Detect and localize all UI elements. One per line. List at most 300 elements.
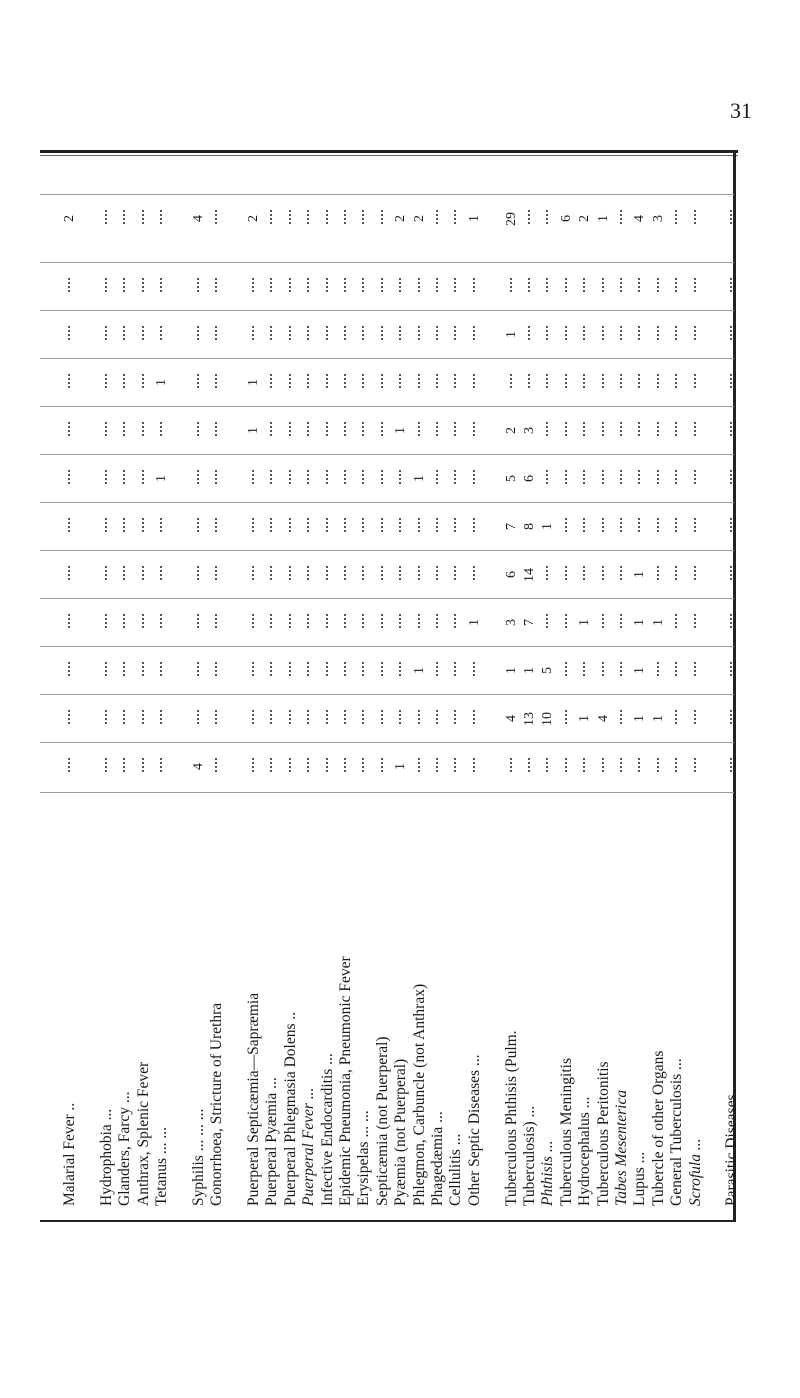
leader-dots bbox=[142, 518, 148, 532]
leader-dots bbox=[546, 758, 552, 772]
table-cell bbox=[485, 600, 501, 646]
leader-dots bbox=[583, 518, 589, 532]
leader-dots bbox=[436, 662, 442, 676]
leader-dots bbox=[289, 374, 295, 388]
table-cell bbox=[706, 504, 722, 550]
leader-dots bbox=[307, 758, 313, 772]
leader-dots bbox=[123, 662, 129, 676]
table-cell: 5 bbox=[503, 475, 519, 483]
leader-dots bbox=[583, 566, 589, 580]
table-row bbox=[651, 152, 667, 1220]
leader-dots bbox=[160, 614, 166, 628]
table-row bbox=[412, 152, 428, 1220]
table-cell: 1 bbox=[650, 715, 666, 723]
leader-dots bbox=[436, 210, 442, 224]
leader-dots bbox=[583, 326, 589, 340]
table-cell: 6 bbox=[558, 215, 574, 223]
leader-dots bbox=[620, 470, 626, 484]
leader-dots bbox=[362, 518, 368, 532]
leader-dots bbox=[215, 662, 221, 676]
leader-dots bbox=[252, 758, 258, 772]
table-cell: 1 bbox=[154, 475, 169, 483]
leader-dots bbox=[123, 470, 129, 484]
leader-dots bbox=[270, 662, 276, 676]
leader-dots bbox=[454, 518, 460, 532]
leader-dots bbox=[142, 758, 148, 772]
table-cell: 29 bbox=[503, 212, 519, 226]
leader-dots bbox=[362, 210, 368, 224]
leader-dots bbox=[68, 326, 74, 340]
table-cell: 1 bbox=[650, 619, 666, 627]
table-cell bbox=[228, 408, 244, 454]
leader-dots bbox=[105, 326, 111, 340]
table-cell: 1 bbox=[632, 667, 648, 675]
leader-dots bbox=[123, 326, 129, 340]
leader-dots bbox=[344, 470, 350, 484]
leader-dots bbox=[197, 422, 203, 436]
table-cell bbox=[172, 456, 188, 502]
column-divider bbox=[40, 792, 734, 793]
table-row bbox=[706, 152, 722, 1220]
leader-dots bbox=[215, 210, 221, 224]
table-row bbox=[448, 152, 464, 1220]
leader-dots bbox=[142, 374, 148, 388]
leader-dots bbox=[197, 566, 203, 580]
table-cell bbox=[172, 648, 188, 694]
leader-dots bbox=[105, 758, 111, 772]
table-cell bbox=[706, 312, 722, 358]
row-label: Hydrocephalus ... bbox=[576, 1096, 594, 1206]
leader-dots bbox=[694, 518, 700, 532]
table-row bbox=[375, 152, 391, 1220]
leader-dots bbox=[602, 326, 608, 340]
table-cell bbox=[80, 264, 96, 310]
leader-dots bbox=[473, 470, 479, 484]
leader-dots bbox=[142, 614, 148, 628]
table-row bbox=[467, 152, 483, 1220]
leader-dots bbox=[473, 422, 479, 436]
leader-dots bbox=[289, 518, 295, 532]
leader-dots bbox=[307, 518, 313, 532]
leader-dots bbox=[307, 710, 313, 724]
table-cell: 3 bbox=[650, 215, 666, 223]
leader-dots bbox=[160, 662, 166, 676]
leader-dots bbox=[730, 758, 736, 772]
row-label: Parasitic Diseases bbox=[723, 1094, 741, 1206]
table-cell bbox=[706, 648, 722, 694]
leader-dots bbox=[289, 614, 295, 628]
table-cell: 1 bbox=[632, 619, 648, 627]
leader-dots bbox=[381, 758, 387, 772]
leader-dots bbox=[694, 566, 700, 580]
leader-dots bbox=[638, 758, 644, 772]
leader-dots bbox=[381, 518, 387, 532]
leader-dots bbox=[675, 422, 681, 436]
column-divider bbox=[40, 310, 734, 311]
leader-dots bbox=[105, 662, 111, 676]
leader-dots bbox=[399, 326, 405, 340]
leader-dots bbox=[638, 326, 644, 340]
leader-dots bbox=[657, 518, 663, 532]
table-row bbox=[117, 152, 133, 1220]
leader-dots bbox=[436, 374, 442, 388]
column-divider bbox=[40, 694, 734, 695]
leader-dots bbox=[399, 518, 405, 532]
leader-dots bbox=[694, 470, 700, 484]
leader-dots bbox=[326, 470, 332, 484]
leader-dots bbox=[252, 662, 258, 676]
leader-dots bbox=[68, 470, 74, 484]
leader-dots bbox=[289, 710, 295, 724]
leader-dots bbox=[362, 566, 368, 580]
leader-dots bbox=[528, 278, 534, 292]
leader-dots bbox=[565, 374, 571, 388]
leader-dots bbox=[362, 470, 368, 484]
leader-dots bbox=[602, 518, 608, 532]
leader-dots bbox=[215, 422, 221, 436]
leader-dots bbox=[454, 210, 460, 224]
table-row bbox=[356, 152, 372, 1220]
leader-dots bbox=[657, 374, 663, 388]
leader-dots bbox=[730, 470, 736, 484]
leader-dots bbox=[620, 518, 626, 532]
leader-dots bbox=[583, 470, 589, 484]
table-cell bbox=[706, 264, 722, 310]
leader-dots bbox=[362, 662, 368, 676]
leader-dots bbox=[307, 278, 313, 292]
table-cell bbox=[485, 504, 501, 550]
table-cell bbox=[80, 456, 96, 502]
leader-dots bbox=[473, 710, 479, 724]
leader-dots bbox=[638, 374, 644, 388]
leader-dots bbox=[694, 278, 700, 292]
leader-dots bbox=[270, 470, 276, 484]
leader-dots bbox=[252, 566, 258, 580]
table-cell bbox=[485, 552, 501, 598]
leader-dots bbox=[344, 374, 350, 388]
table-cell: 1 bbox=[466, 619, 482, 627]
leader-dots bbox=[565, 614, 571, 628]
table-row bbox=[430, 152, 446, 1220]
leader-dots bbox=[252, 518, 258, 532]
leader-dots bbox=[197, 614, 203, 628]
table-row bbox=[559, 152, 575, 1220]
table-cell bbox=[228, 696, 244, 742]
leader-dots bbox=[252, 470, 258, 484]
page-number: 31 bbox=[730, 98, 752, 123]
table-cell: 10 bbox=[540, 712, 556, 726]
leader-dots bbox=[657, 470, 663, 484]
leader-dots bbox=[436, 278, 442, 292]
table-row bbox=[154, 152, 170, 1220]
leader-dots bbox=[326, 210, 332, 224]
table-cell bbox=[485, 696, 501, 742]
leader-dots bbox=[362, 758, 368, 772]
leader-dots bbox=[546, 374, 552, 388]
column-divider bbox=[40, 262, 734, 263]
table-row bbox=[485, 152, 501, 1220]
leader-dots bbox=[326, 278, 332, 292]
leader-dots bbox=[197, 710, 203, 724]
leader-dots bbox=[602, 422, 608, 436]
leader-dots bbox=[565, 662, 571, 676]
row-label: Puerperal Septicæmia—Sapræmia bbox=[245, 992, 262, 1206]
leader-dots bbox=[730, 518, 736, 532]
leader-dots bbox=[142, 710, 148, 724]
leader-dots bbox=[454, 710, 460, 724]
leader-dots bbox=[270, 422, 276, 436]
row-label: Tabes Mesenterica bbox=[613, 1089, 630, 1206]
leader-dots bbox=[454, 374, 460, 388]
leader-dots bbox=[326, 326, 332, 340]
table-cell: 1 bbox=[577, 715, 593, 723]
table-cell: 1 bbox=[522, 667, 537, 675]
leader-dots bbox=[638, 518, 644, 532]
table-cell bbox=[172, 600, 188, 646]
leader-dots bbox=[454, 470, 460, 484]
table-cell bbox=[172, 696, 188, 742]
row-label: Puerperal Fever ... bbox=[300, 1087, 318, 1206]
leader-dots bbox=[454, 326, 460, 340]
leader-dots bbox=[362, 710, 368, 724]
leader-dots bbox=[399, 470, 405, 484]
row-label: Anthrax, Splenic Fever bbox=[134, 1061, 152, 1206]
leader-dots bbox=[381, 662, 387, 676]
row-label: Scrofula ... bbox=[686, 1138, 704, 1206]
leader-dots bbox=[123, 566, 129, 580]
table-row bbox=[669, 152, 685, 1220]
table-cell: 5 bbox=[540, 667, 556, 675]
table-cell bbox=[80, 744, 96, 790]
table-row bbox=[283, 152, 299, 1220]
leader-dots bbox=[344, 422, 350, 436]
leader-dots bbox=[68, 278, 74, 292]
leader-dots bbox=[602, 614, 608, 628]
leader-dots bbox=[362, 278, 368, 292]
table-cell bbox=[80, 648, 96, 694]
row-label: Infective Endocarditis ... bbox=[318, 1053, 336, 1206]
leader-dots bbox=[105, 422, 111, 436]
row-label: Tuberculous Meningitis bbox=[557, 1058, 575, 1206]
leader-dots bbox=[160, 326, 166, 340]
table-cell: 1 bbox=[411, 667, 427, 675]
leader-dots bbox=[344, 210, 350, 224]
leader-dots bbox=[454, 758, 460, 772]
table-cell: 1 bbox=[503, 667, 519, 675]
table-row bbox=[62, 152, 78, 1220]
leader-dots bbox=[215, 278, 221, 292]
row-label: Pyæmia (not Puerperal) bbox=[392, 1058, 410, 1206]
leader-dots bbox=[381, 470, 387, 484]
table-row bbox=[393, 152, 409, 1220]
leader-dots bbox=[675, 278, 681, 292]
leader-dots bbox=[565, 566, 571, 580]
table-cell bbox=[706, 456, 722, 502]
leader-dots bbox=[142, 470, 148, 484]
table-cell bbox=[172, 504, 188, 550]
row-label: Tuberculosis) ... bbox=[521, 1105, 538, 1206]
table-cell bbox=[228, 504, 244, 550]
leader-dots bbox=[362, 374, 368, 388]
leader-dots bbox=[215, 326, 221, 340]
table-cell: 3 bbox=[522, 427, 537, 435]
mortality-table bbox=[40, 152, 741, 1220]
leader-dots bbox=[638, 422, 644, 436]
table-cell bbox=[172, 360, 188, 406]
table-cell bbox=[706, 360, 722, 406]
leader-dots bbox=[565, 470, 571, 484]
leader-dots bbox=[694, 326, 700, 340]
leader-dots bbox=[68, 374, 74, 388]
leader-dots bbox=[123, 422, 129, 436]
leader-dots bbox=[418, 518, 424, 532]
table-cell: 4 bbox=[190, 215, 206, 223]
leader-dots bbox=[123, 758, 129, 772]
leader-dots bbox=[197, 470, 203, 484]
leader-dots bbox=[105, 210, 111, 224]
leader-dots bbox=[326, 614, 332, 628]
leader-dots bbox=[638, 470, 644, 484]
leader-dots bbox=[270, 758, 276, 772]
column-divider bbox=[40, 646, 734, 647]
table-row bbox=[172, 152, 188, 1220]
leader-dots bbox=[546, 614, 552, 628]
leader-dots bbox=[289, 278, 295, 292]
leader-dots bbox=[473, 278, 479, 292]
leader-dots bbox=[602, 470, 608, 484]
table-row bbox=[577, 152, 593, 1220]
leader-dots bbox=[565, 278, 571, 292]
table-cell bbox=[228, 360, 244, 406]
leader-dots bbox=[344, 518, 350, 532]
leader-dots bbox=[381, 422, 387, 436]
row-label: Erysipelas ... ... bbox=[355, 1110, 373, 1206]
leader-dots bbox=[694, 374, 700, 388]
leader-dots bbox=[730, 614, 736, 628]
leader-dots bbox=[326, 518, 332, 532]
table-cell bbox=[485, 648, 501, 694]
leader-dots bbox=[381, 326, 387, 340]
table-row bbox=[596, 152, 612, 1220]
row-label: Syphilis ... ... ... bbox=[189, 1108, 207, 1206]
leader-dots bbox=[436, 710, 442, 724]
column-divider bbox=[40, 454, 734, 455]
table-cell: 8 bbox=[522, 523, 537, 531]
leader-dots bbox=[399, 566, 405, 580]
leader-dots bbox=[454, 422, 460, 436]
table-row bbox=[632, 152, 648, 1220]
leader-dots bbox=[730, 210, 736, 224]
leader-dots bbox=[454, 566, 460, 580]
leader-dots bbox=[381, 210, 387, 224]
table-cell bbox=[172, 408, 188, 454]
table-row bbox=[540, 152, 556, 1220]
leader-dots bbox=[326, 566, 332, 580]
table-cell bbox=[172, 196, 188, 242]
table-cell: 13 bbox=[522, 712, 537, 726]
table-cell: 2 bbox=[393, 215, 409, 223]
table-cell: 1 bbox=[154, 379, 169, 387]
leader-dots bbox=[252, 614, 258, 628]
table-cell bbox=[706, 552, 722, 598]
leader-dots bbox=[215, 518, 221, 532]
column-divider bbox=[40, 550, 734, 551]
leader-dots bbox=[160, 518, 166, 532]
leader-dots bbox=[68, 614, 74, 628]
table-cell bbox=[228, 196, 244, 242]
table-cell bbox=[80, 504, 96, 550]
leader-dots bbox=[730, 326, 736, 340]
leader-dots bbox=[142, 210, 148, 224]
leader-dots bbox=[307, 326, 313, 340]
leader-dots bbox=[657, 758, 663, 772]
table-cell: 1 bbox=[595, 215, 611, 223]
leader-dots bbox=[289, 662, 295, 676]
leader-dots bbox=[620, 326, 626, 340]
table-cell: 1 bbox=[632, 715, 648, 723]
leader-dots bbox=[344, 326, 350, 340]
leader-dots bbox=[142, 278, 148, 292]
table-cell bbox=[706, 600, 722, 646]
leader-dots bbox=[565, 518, 571, 532]
leader-dots bbox=[436, 470, 442, 484]
column-divider bbox=[40, 194, 734, 195]
leader-dots bbox=[160, 422, 166, 436]
leader-dots bbox=[510, 278, 516, 292]
leader-dots bbox=[694, 662, 700, 676]
leader-dots bbox=[399, 278, 405, 292]
row-label bbox=[485, 746, 501, 1206]
table-cell bbox=[706, 196, 722, 242]
leader-dots bbox=[197, 518, 203, 532]
row-label: Lupus ... bbox=[631, 1151, 649, 1206]
table-row bbox=[209, 152, 225, 1220]
row-label bbox=[172, 746, 188, 1206]
leader-dots bbox=[730, 374, 736, 388]
leader-dots bbox=[252, 326, 258, 340]
leader-dots bbox=[399, 614, 405, 628]
table-cell: 4 bbox=[190, 763, 206, 771]
leader-dots bbox=[546, 210, 552, 224]
leader-dots bbox=[326, 710, 332, 724]
leader-dots bbox=[510, 758, 516, 772]
leader-dots bbox=[565, 758, 571, 772]
table-cell bbox=[80, 600, 96, 646]
leader-dots bbox=[694, 210, 700, 224]
leader-dots bbox=[546, 278, 552, 292]
leader-dots bbox=[270, 710, 276, 724]
leader-dots bbox=[546, 422, 552, 436]
leader-dots bbox=[565, 422, 571, 436]
row-label: Glanders, Farcy ... bbox=[116, 1091, 134, 1206]
table-cell: 2 bbox=[246, 215, 261, 223]
table-cell bbox=[228, 456, 244, 502]
leader-dots bbox=[270, 326, 276, 340]
table-cell: 1 bbox=[577, 619, 593, 627]
row-label: Phthisis ... bbox=[539, 1140, 557, 1206]
leader-dots bbox=[418, 374, 424, 388]
leader-dots bbox=[381, 374, 387, 388]
leader-dots bbox=[105, 566, 111, 580]
leader-dots bbox=[326, 662, 332, 676]
table-cell: 1 bbox=[393, 763, 409, 771]
leader-dots bbox=[289, 758, 295, 772]
leader-dots bbox=[730, 422, 736, 436]
leader-dots bbox=[68, 710, 74, 724]
leader-dots bbox=[123, 518, 129, 532]
leader-dots bbox=[68, 758, 74, 772]
leader-dots bbox=[583, 278, 589, 292]
